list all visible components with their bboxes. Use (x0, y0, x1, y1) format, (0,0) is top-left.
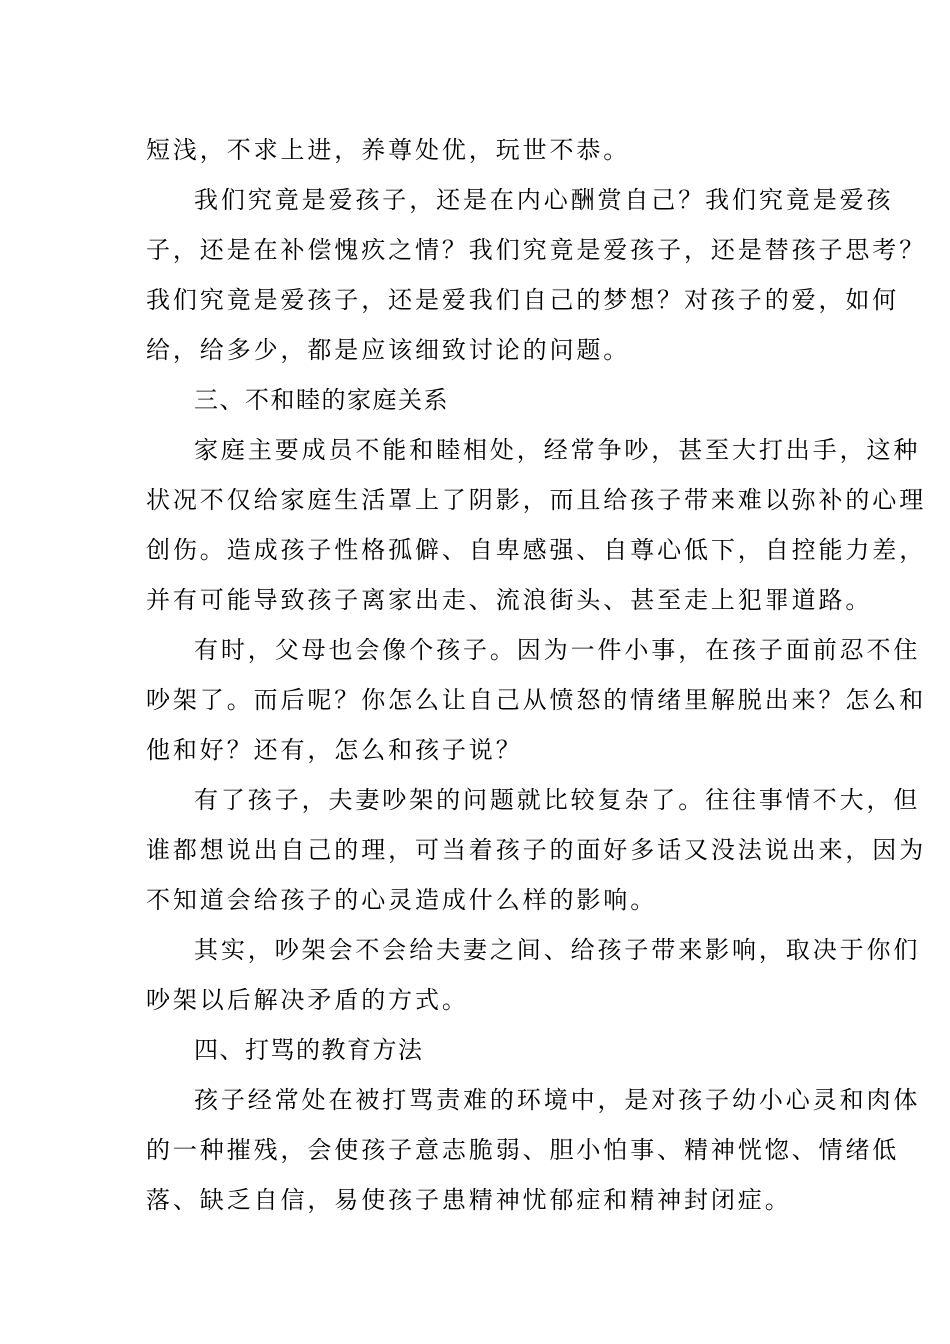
text-line: 有时，父母也会像个孩子。因为一件小事，在孩子面前忍不住 (194, 636, 921, 664)
text-line: 家庭主要成员不能和睦相处，经常争吵，甚至大打出手，这种 (194, 436, 921, 464)
text-line: 短浅，不求上进，养尊处优，玩世不恭。 (146, 136, 631, 164)
section-heading: 三、不和睦的家庭关系 (194, 386, 449, 414)
text-line: 不知道会给孩子的心灵造成什么样的影响。 (146, 886, 658, 914)
text-line: 我们究竟是爱孩子，还是爱我们自己的梦想？对孩子的爱，如何 (146, 286, 900, 314)
text-line: 状况不仅给家庭生活罩上了阴影，而且给孩子带来难以弥补的心理 (146, 486, 927, 514)
text-line: 给，给多少，都是应该细致讨论的问题。 (146, 336, 631, 364)
text-line: 孩子经常处在被打骂责难的环境中，是对孩子幼小心灵和肉体 (194, 1086, 921, 1114)
text-line: 有了孩子，夫妻吵架的问题就比较复杂了。往往事情不大，但 (194, 786, 921, 814)
section-heading: 四、打骂的教育方法 (194, 1036, 424, 1064)
text-line: 其实，吵架会不会给夫妻之间、给孩子带来影响，取决于你们 (194, 936, 921, 964)
text-line: 谁都想说出自己的理，可当着孩子的面好多话又没法说出来，因为 (146, 836, 927, 864)
text-line: 他和好？还有，怎么和孩子说？ (146, 736, 523, 764)
text-line: 并有可能导致孩子离家出走、流浪街头、甚至走上犯罪道路。 (146, 586, 873, 614)
text-line: 吵架了。而后呢？你怎么让自己从愤怒的情绪里解脱出来？怎么和 (146, 686, 927, 714)
text-line: 子，还是在补偿愧疚之情？我们究竟是爱孩子，还是替孩子思考？ (146, 236, 927, 264)
text-line: 我们究竟是爱孩子，还是在内心酬赏自己？我们究竟是爱孩 (194, 186, 894, 214)
text-line: 创伤。造成孩子性格孤僻、自卑感强、自尊心低下，自控能力差， (146, 536, 927, 564)
text-line: 吵架以后解决矛盾的方式。 (146, 986, 469, 1014)
text-line: 的一种摧残，会使孩子意志脆弱、胆小怕事、精神恍惚、情绪低 (146, 1136, 900, 1164)
text-line: 落、缺乏自信，易使孩子患精神忧郁症和精神封闭症。 (146, 1186, 792, 1214)
